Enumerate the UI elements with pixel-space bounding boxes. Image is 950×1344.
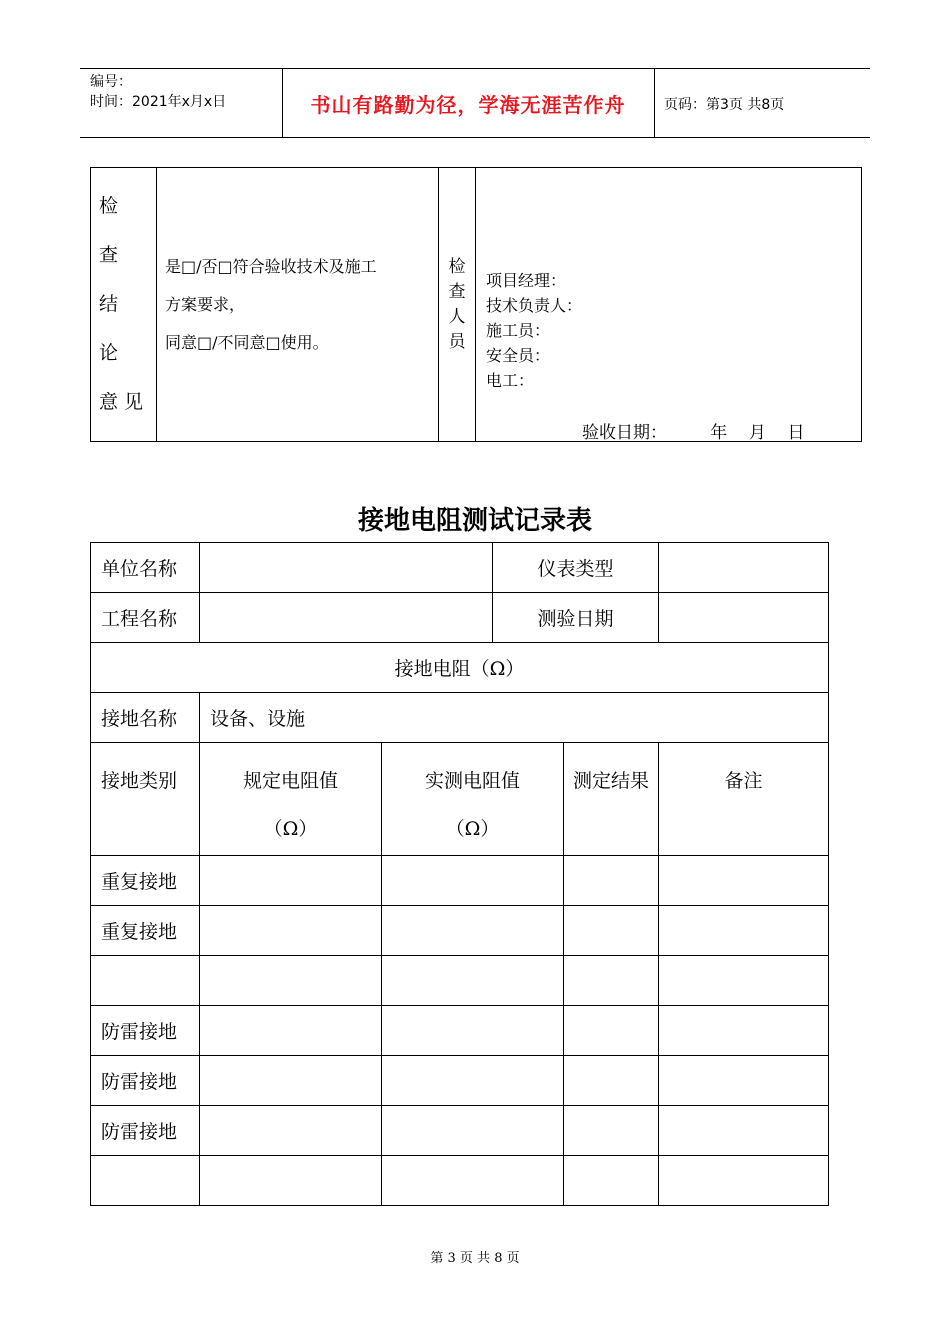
row-remark[interactable] xyxy=(659,906,829,956)
ground-name-value[interactable]: 设备、设施 xyxy=(200,693,829,743)
row-result[interactable] xyxy=(564,1056,659,1106)
table-row xyxy=(91,856,829,906)
doc-time-label: 时间：2021年x月x日 xyxy=(90,94,227,110)
row-category: 防雷接地 xyxy=(91,1106,200,1156)
role-project-manager: 项目经理： xyxy=(486,271,567,290)
table-row xyxy=(91,1056,829,1106)
row-measured[interactable] xyxy=(382,856,564,906)
test-date-label: 测验日期 xyxy=(493,593,659,643)
unit-name-field[interactable] xyxy=(200,543,493,593)
row-remark[interactable] xyxy=(659,1106,829,1156)
row-specified[interactable] xyxy=(200,1156,382,1206)
row-result[interactable] xyxy=(564,1156,659,1206)
row-remark[interactable] xyxy=(659,856,829,906)
role-list xyxy=(486,268,582,393)
row-remark[interactable] xyxy=(659,1006,829,1056)
row-category: 重复接地 xyxy=(91,856,200,906)
doc-number-label: 编号： xyxy=(90,74,132,90)
ground-name-label: 接地名称 xyxy=(91,693,200,743)
project-name-label: 工程名称 xyxy=(91,593,200,643)
row-result[interactable] xyxy=(564,1106,659,1156)
column-header-measured: 实测电阻值 （Ω） xyxy=(382,743,564,856)
table-row xyxy=(91,1006,829,1056)
conclusion-label: 检 查 结 论 意见 xyxy=(91,168,157,442)
record-title: 接地电阻测试记录表 xyxy=(357,506,592,536)
column-header-result: 测定结果 xyxy=(564,743,659,856)
row-specified[interactable] xyxy=(200,856,382,906)
row-specified[interactable] xyxy=(200,1056,382,1106)
column-header-remark: 备注 xyxy=(659,743,829,856)
table-row xyxy=(91,1156,829,1206)
conclusion-text xyxy=(157,168,439,442)
table-row xyxy=(91,956,829,1006)
resistance-section-header: 接地电阻（Ω） xyxy=(91,643,829,693)
conclusion-line: 是□/否□符合验收技术及施工 xyxy=(165,256,377,276)
unit-name-label: 单位名称 xyxy=(91,543,200,593)
header-divider xyxy=(654,69,655,137)
row-category xyxy=(91,1156,200,1206)
row-measured[interactable] xyxy=(382,906,564,956)
row-result[interactable] xyxy=(564,1006,659,1056)
role-technical-lead: 技术负责人： xyxy=(486,296,583,315)
role-electrician: 电工： xyxy=(486,371,535,390)
row-category xyxy=(91,956,200,1006)
page-header xyxy=(80,68,870,138)
meter-type-label: 仪表类型 xyxy=(493,543,659,593)
row-remark[interactable] xyxy=(659,1056,829,1106)
row-remark[interactable] xyxy=(659,956,829,1006)
row-specified[interactable] xyxy=(200,1006,382,1056)
grounding-resistance-table xyxy=(90,542,829,1206)
project-name-field[interactable] xyxy=(200,593,493,643)
page-footer: 第 3 页 共 8 页 xyxy=(430,1251,520,1266)
conclusion-line: 同意□/不同意□使用。 xyxy=(165,332,329,352)
inspector-label: 检 查 人 员 xyxy=(439,168,476,442)
row-measured[interactable] xyxy=(382,1006,564,1056)
column-header-category: 接地类别 xyxy=(91,743,200,856)
row-remark[interactable] xyxy=(659,1156,829,1206)
row-result[interactable] xyxy=(564,856,659,906)
role-constructor: 施工员： xyxy=(486,321,551,340)
row-result[interactable] xyxy=(564,956,659,1006)
row-category: 防雷接地 xyxy=(91,1056,200,1106)
row-measured[interactable] xyxy=(382,1156,564,1206)
acceptance-date: 验收日期： 年 月 日 xyxy=(582,423,805,443)
row-specified[interactable] xyxy=(200,956,382,1006)
row-measured[interactable] xyxy=(382,956,564,1006)
header-page-info: 页码：第3页 共8页 xyxy=(664,97,785,113)
header-motto: 书山有路勤为径，学海无涯苦作舟 xyxy=(310,92,626,117)
role-safety-officer: 安全员： xyxy=(486,346,551,365)
row-measured[interactable] xyxy=(382,1106,564,1156)
table-row xyxy=(91,1106,829,1156)
inspection-table xyxy=(90,167,862,442)
row-measured[interactable] xyxy=(382,1056,564,1106)
table-row xyxy=(91,906,829,956)
inspector-signatures xyxy=(476,168,862,442)
column-header-specified: 规定电阻值 （Ω） xyxy=(200,743,382,856)
test-date-field[interactable] xyxy=(659,593,829,643)
row-result[interactable] xyxy=(564,906,659,956)
meter-type-field[interactable] xyxy=(659,543,829,593)
conclusion-line: 方案要求， xyxy=(165,294,246,314)
row-category: 重复接地 xyxy=(91,906,200,956)
row-specified[interactable] xyxy=(200,906,382,956)
row-specified[interactable] xyxy=(200,1106,382,1156)
row-category: 防雷接地 xyxy=(91,1006,200,1056)
